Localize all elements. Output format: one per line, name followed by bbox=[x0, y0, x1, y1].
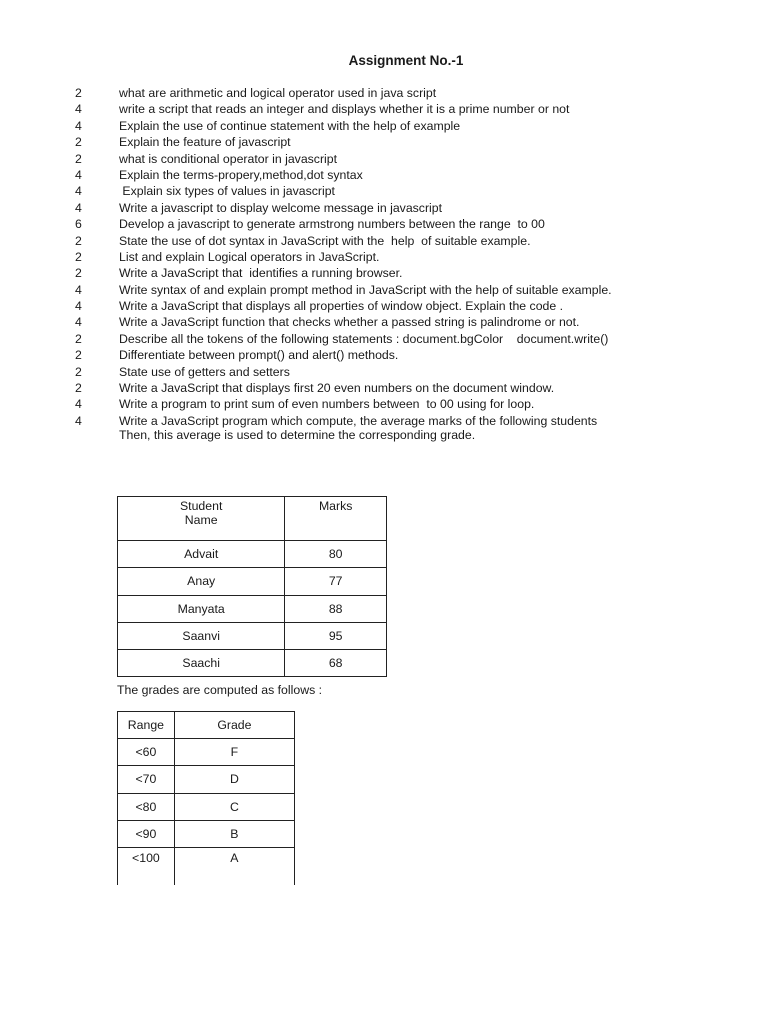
question-row bbox=[0, 282, 768, 298]
question-marks: 2 bbox=[75, 331, 82, 346]
question-row bbox=[0, 85, 768, 101]
question-text: Write a JavaScript function that checks whether a passed string is palindrome or not. bbox=[119, 315, 580, 330]
table-row bbox=[118, 622, 387, 649]
question-row bbox=[0, 216, 768, 232]
question-text: Explain the use of continue statement with the help of example bbox=[119, 118, 461, 133]
question-row bbox=[0, 265, 768, 281]
student-name-cell: Anay bbox=[118, 568, 285, 595]
question-marks: 4 bbox=[75, 118, 82, 133]
question-marks: 4 bbox=[75, 299, 82, 314]
question-row bbox=[0, 200, 768, 216]
question-text: Differentiate between prompt() and alert() methods. bbox=[119, 348, 399, 363]
question-marks: 6 bbox=[75, 217, 82, 232]
grade-cell: D bbox=[174, 766, 294, 793]
table-header-row bbox=[118, 712, 295, 739]
range-cell: <100 bbox=[118, 848, 175, 886]
student-name-cell: Advait bbox=[118, 541, 285, 568]
question-marks: 4 bbox=[75, 184, 82, 199]
question-row bbox=[0, 134, 768, 150]
table-row bbox=[118, 820, 295, 847]
grade-cell: C bbox=[174, 793, 294, 820]
question-text: what is conditional operator in javascript bbox=[119, 151, 338, 166]
question-text: write a script that reads an integer and displays whether it is a prime number or not bbox=[119, 102, 570, 117]
question-row bbox=[0, 364, 768, 380]
table-row bbox=[118, 595, 387, 622]
question-text: Develop a javascript to generate armstrong numbers between the range to 00 bbox=[119, 217, 545, 232]
question-row bbox=[0, 298, 768, 314]
grade-cell: F bbox=[174, 739, 294, 766]
question-text: Write a JavaScript that displays first 20 even numbers on the document window. bbox=[119, 381, 555, 396]
question-row bbox=[0, 331, 768, 347]
student-name-cell: Saanvi bbox=[118, 622, 285, 649]
question-marks: 2 bbox=[75, 135, 82, 150]
question-text: Write a JavaScript program which compute, the average marks of the following students bbox=[119, 413, 598, 428]
question-text: what are arithmetic and logical operator used in java script bbox=[119, 86, 437, 100]
header-line: Name bbox=[184, 513, 218, 527]
question-marks: 2 bbox=[75, 233, 82, 248]
question-row bbox=[0, 167, 768, 183]
question-row bbox=[0, 118, 768, 134]
table-row bbox=[118, 541, 387, 568]
question-row bbox=[0, 249, 768, 265]
question-row bbox=[0, 101, 768, 117]
range-cell: <70 bbox=[118, 766, 175, 793]
question-marks: 4 bbox=[75, 413, 82, 428]
question-text: List and explain Logical operators in JavaScript. bbox=[119, 249, 380, 264]
question-row bbox=[0, 314, 768, 330]
question-row bbox=[0, 347, 768, 363]
table-row bbox=[118, 793, 295, 820]
students-table bbox=[117, 496, 387, 677]
question-marks: 2 bbox=[75, 266, 82, 281]
table-row bbox=[118, 650, 387, 677]
range-cell: <90 bbox=[118, 820, 175, 847]
table-row bbox=[118, 568, 387, 595]
question-row bbox=[0, 183, 768, 199]
question-text: Explain the terms-propery,method,dot syntax bbox=[119, 167, 363, 182]
header-line: Student bbox=[179, 499, 223, 513]
range-cell: <80 bbox=[118, 793, 175, 820]
question-marks: 4 bbox=[75, 282, 82, 297]
student-name-cell: Saachi bbox=[118, 650, 285, 677]
question-text: Describe all the tokens of the following statements : document.bgColor document.write() bbox=[119, 331, 609, 346]
question-text: Write a JavaScript that displays all properties of window object. Explain the code . bbox=[119, 299, 564, 314]
question-text: Write a javascript to display welcome message in javascript bbox=[119, 200, 443, 215]
grades-caption: The grades are computed as follows : bbox=[117, 683, 323, 697]
table-row bbox=[118, 848, 295, 886]
continuation-text: Then, this average is used to determine the corresponding grade. bbox=[119, 428, 476, 442]
grade-header: Grade bbox=[174, 712, 294, 739]
question-list bbox=[0, 85, 768, 429]
marks-cell: 77 bbox=[285, 568, 387, 595]
question-text: Write a program to print sum of even numbers between to 00 using for loop. bbox=[119, 397, 535, 412]
question-marks: 2 bbox=[75, 86, 82, 100]
question-row bbox=[0, 380, 768, 396]
question-text: Explain six types of values in javascript bbox=[119, 184, 335, 199]
question-marks: 2 bbox=[75, 348, 82, 363]
question-marks: 2 bbox=[75, 381, 82, 396]
student-name-header bbox=[118, 497, 285, 541]
question-text: State use of getters and setters bbox=[119, 364, 290, 379]
page-title: Assignment No.-1 bbox=[348, 53, 464, 68]
question-row bbox=[0, 151, 768, 167]
question-marks: 2 bbox=[75, 249, 82, 264]
question-text: Write a JavaScript that identifies a running browser. bbox=[119, 266, 403, 281]
marks-cell: 68 bbox=[285, 650, 387, 677]
table-row bbox=[118, 739, 295, 766]
question-row bbox=[0, 396, 768, 412]
student-name-cell: Manyata bbox=[118, 595, 285, 622]
question-text: State the use of dot syntax in JavaScript with the help of suitable example. bbox=[119, 233, 531, 248]
grade-cell: A bbox=[174, 848, 294, 886]
table-row bbox=[118, 766, 295, 793]
question-marks: 4 bbox=[75, 102, 82, 117]
range-header: Range bbox=[118, 712, 175, 739]
marks-cell: 80 bbox=[285, 541, 387, 568]
question-text: Explain the feature of javascript bbox=[119, 135, 291, 150]
question-marks: 4 bbox=[75, 167, 82, 182]
table-header-row bbox=[118, 497, 387, 541]
question-marks: 4 bbox=[75, 315, 82, 330]
range-cell: <60 bbox=[118, 739, 175, 766]
marks-cell: 88 bbox=[285, 595, 387, 622]
grades-table bbox=[117, 711, 295, 885]
question-marks: 4 bbox=[75, 200, 82, 215]
marks-header: Marks bbox=[285, 497, 387, 541]
question-text: Write syntax of and explain prompt method in JavaScript with the help of suitable example. bbox=[119, 282, 612, 297]
question-marks: 4 bbox=[75, 397, 82, 412]
question-marks: 2 bbox=[75, 364, 82, 379]
question-row bbox=[0, 233, 768, 249]
marks-cell: 95 bbox=[285, 622, 387, 649]
grade-cell: B bbox=[174, 820, 294, 847]
question-marks: 2 bbox=[75, 151, 82, 166]
